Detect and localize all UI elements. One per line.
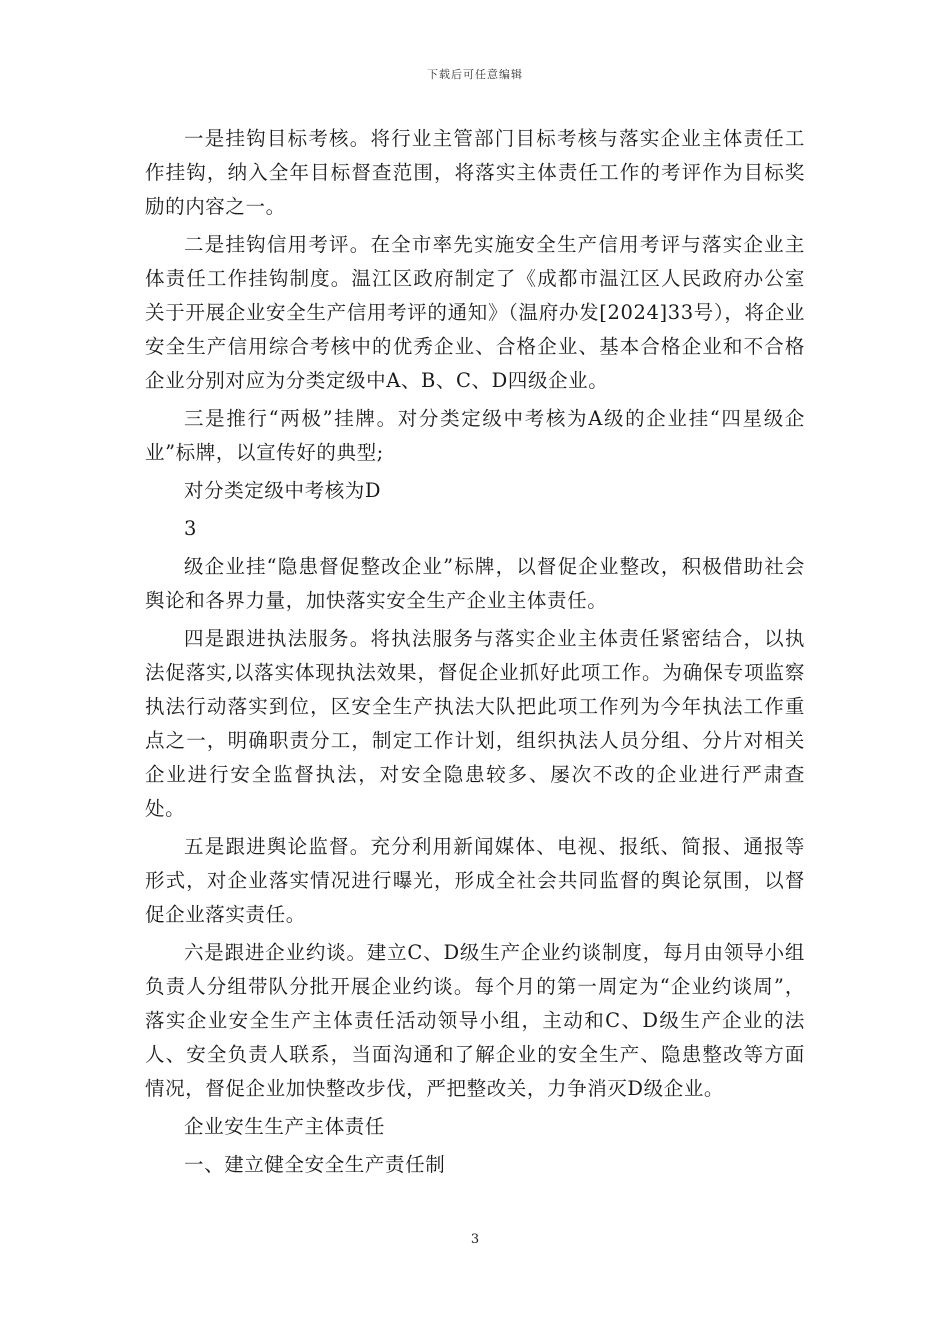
paragraph-public-opinion: 五是跟进舆论监督。充分利用新闻媒体、电视、报纸、简报、通报等形式，对企业落实情况进行曝光，形成全社会共同监督的舆论氛围，以督促企业落实责任。 [145, 835, 805, 926]
document-body [145, 122, 805, 1186]
page-header-note: 下载后可任意编辑 [427, 68, 523, 81]
paragraph-law-enforcement: 四是跟进执法服务。将执法服务与落实企业主体责任紧密结合，以执法促落实,以落实体现执法效果，督促企业抓好此项工作。为确保专项监察执法行动落实到位，区安全生产执法大队把此项工作列为今年执法工作重点之一，明确职责分工，制定工作计划，组织执法人员分组、分片对相关企业进行安全监督执法，对安全隐患较多、屡次不改的企业进行严肃查处。 [145, 627, 805, 820]
paragraph-fragment-number: 3 [184, 517, 198, 540]
paragraph-fragment-d-level: 对分类定级中考核为D [184, 479, 382, 502]
paragraph-credit-evaluation: 二是挂钩信用考评。在全市率先实施安全生产信用考评与落实企业主体责任工作挂钩制度。温江区政府制定了《成都市温江区人民政府办公室关于开展企业安全生产信用考评的通知》（温府办发[2024]33号），将企业安全生产信用综合考核中的优秀企业、合格企业、基本合格企业和不合格企业分别对应为分类定级中A、B、C、D四级企业。 [145, 233, 805, 392]
paragraph-hidden-danger-signage: 级企业挂“隐患督促整改企业”标牌，以督促企业整改，积极借助社会舆论和各界力量，加快落实安全生产企业主体责任。 [145, 555, 805, 612]
paragraph-two-poles-signage: 三是推行“两极”挂牌。对分类定级中考核为A级的企业挂“四星级企业”标牌，以宣传好的典型; [145, 407, 805, 464]
paragraph-enterprise-interview: 六是跟进企业约谈。建立C、D级生产企业约谈制度，每月由领导小组负责人分组带队分批开展企业约谈。每个月的第一周定为“企业约谈周”，落实企业安全生产主体责任活动领导小组，主动和C、D级生产企业的法人、安全负责人联系，当面沟通和了解企业的安全生产、隐患整改等方面情况，督促企业加快整改步伐，严把整改关，力争消灭D级企业。 [145, 941, 805, 1100]
page-number: 3 [470, 1232, 480, 1247]
paragraph-target-assessment: 一是挂钩目标考核。将行业主管部门目标考核与落实企业主体责任工作挂钩，纳入全年目标督查范围，将落实主体责任工作的考评作为目标奖励的内容之一。 [145, 127, 805, 218]
section-heading-main-responsibility: 企业安生生产主体责任 [184, 1115, 386, 1138]
section-heading-responsibility-system: 一、建立健全安全生产责任制 [184, 1153, 446, 1176]
